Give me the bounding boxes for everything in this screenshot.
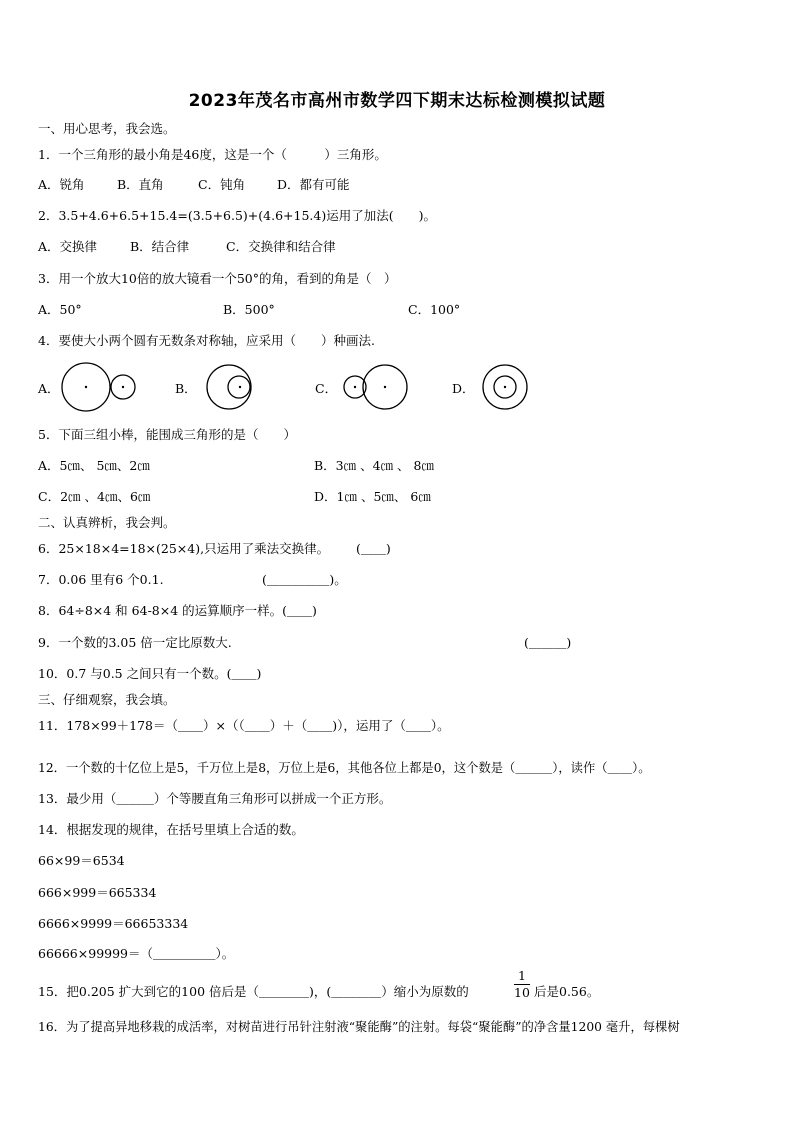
question-15-part-2: 后是0.56。	[534, 984, 600, 999]
question-8: 8．64÷8×4 和 64-8×4 的运算顺序一样。(＿＿)	[38, 603, 317, 618]
q4-option-d: D．	[452, 381, 475, 396]
question-4: 4．要使大小两个圆有无数条对称轴，应采用（ ）种画法.	[38, 333, 375, 348]
q5-option-c: C．2㎝ 、4㎝、6㎝	[38, 489, 151, 504]
q14-pattern-line-4: 66666×99999＝（＿＿＿＿＿）。	[38, 946, 235, 961]
q2-option-c: C．交换律和结合律	[226, 239, 336, 254]
question-15-part-1: 15．把0.205 扩大到它的100 倍后是（＿＿＿＿)，(＿＿＿＿）缩小为原数的	[38, 984, 469, 999]
page-title: 2023年茂名市高州市数学四下期末达标检测模拟试题	[188, 91, 606, 111]
q9-answer-blank[interactable]: (＿＿＿)	[524, 635, 572, 650]
q5-option-d: D．1㎝ 、5㎝、 6㎝	[314, 489, 431, 504]
question-1: 1．一个三角形的最小角是46度，这是一个（ ）三角形。	[38, 147, 387, 162]
section-heading-1: 一、用心思考，我会选。	[38, 121, 176, 136]
q6-answer-blank[interactable]: (＿＿)	[356, 541, 391, 556]
q14-pattern-line-2: 666×999＝665334	[38, 885, 157, 900]
section-heading-2: 二、认真辨析，我会判。	[38, 515, 176, 530]
q4-option-b: B．	[175, 381, 197, 396]
question-11: 11．178×99＋178＝（＿＿）×（（＿＿）＋（＿＿)），运用了（＿＿）。	[38, 718, 450, 733]
q4-figure-c-circles	[342, 362, 412, 414]
q4-figure-b-circles	[205, 362, 261, 414]
q4-figure-a-circles	[60, 362, 140, 414]
question-5: 5．下面三组小棒，能围成三角形的是（ ）	[38, 427, 296, 442]
q15-fraction-denominator: 10	[514, 985, 530, 1000]
q1-option-d: D．都有可能	[277, 177, 350, 192]
question-3: 3．用一个放大10倍的放大镜看一个50°的角，看到的角是（ ）	[38, 271, 397, 286]
q7-answer-blank[interactable]: (＿＿＿＿＿)。	[262, 572, 347, 587]
question-9: 9．一个数的3.05 倍一定比原数大.	[38, 635, 232, 650]
q1-option-b: B．直角	[117, 177, 164, 192]
q5-option-b: B．3㎝ 、4㎝ 、 8㎝	[314, 458, 434, 473]
question-6: 6．25×18×4=18×(25×4),只运用了乘法交换律。	[38, 541, 330, 556]
question-13: 13．最少用（＿＿＿）个等腰直角三角形可以拼成一个正方形。	[38, 791, 392, 806]
question-2: 2．3.5+4.6+6.5+15.4=(3.5+6.5)+(4.6+15.4)运用了加法( )。	[38, 208, 436, 223]
q15-fraction-numerator: 1	[518, 968, 526, 983]
q14-pattern-line-3: 6666×9999＝66653334	[38, 916, 189, 931]
q15-fraction	[514, 969, 530, 1000]
q4-option-a: A．	[38, 381, 60, 396]
question-12: 12．一个数的十亿位上是5，千万位上是8，万位上是6，其他各位上都是0，这个数是（＿＿＿），读作（＿＿）。	[38, 761, 651, 775]
q1-option-c: C．钝角	[198, 177, 246, 192]
question-16: 16．为了提高异地移栽的成活率，对树苗进行吊针注射液“聚能酶”的注射。每袋“聚能酶”的净含量1200 毫升，每棵树	[38, 1020, 680, 1034]
q3-option-a: A．50°	[38, 302, 82, 317]
question-14: 14．根据发现的规律，在括号里填上合适的数。	[38, 822, 304, 837]
q2-option-a: A．交换律	[38, 239, 98, 254]
q4-option-c: C．	[315, 381, 338, 396]
question-7: 7．0.06 里有6 个0.1.	[38, 572, 164, 587]
q1-option-a: A．锐角	[38, 177, 85, 192]
section-heading-3: 三、仔细观察，我会填。	[38, 692, 176, 707]
q5-option-a: A．5㎝、 5㎝、2㎝	[38, 458, 150, 473]
q2-option-b: B．结合律	[130, 239, 190, 254]
q3-option-b: B．500°	[223, 302, 275, 317]
question-10: 10．0.7 与0.5 之间只有一个数。(＿＿)	[38, 666, 262, 681]
q3-option-c: C．100°	[408, 302, 461, 317]
q14-pattern-line-1: 66×99＝6534	[38, 853, 125, 868]
q4-figure-d-circles	[480, 362, 532, 414]
